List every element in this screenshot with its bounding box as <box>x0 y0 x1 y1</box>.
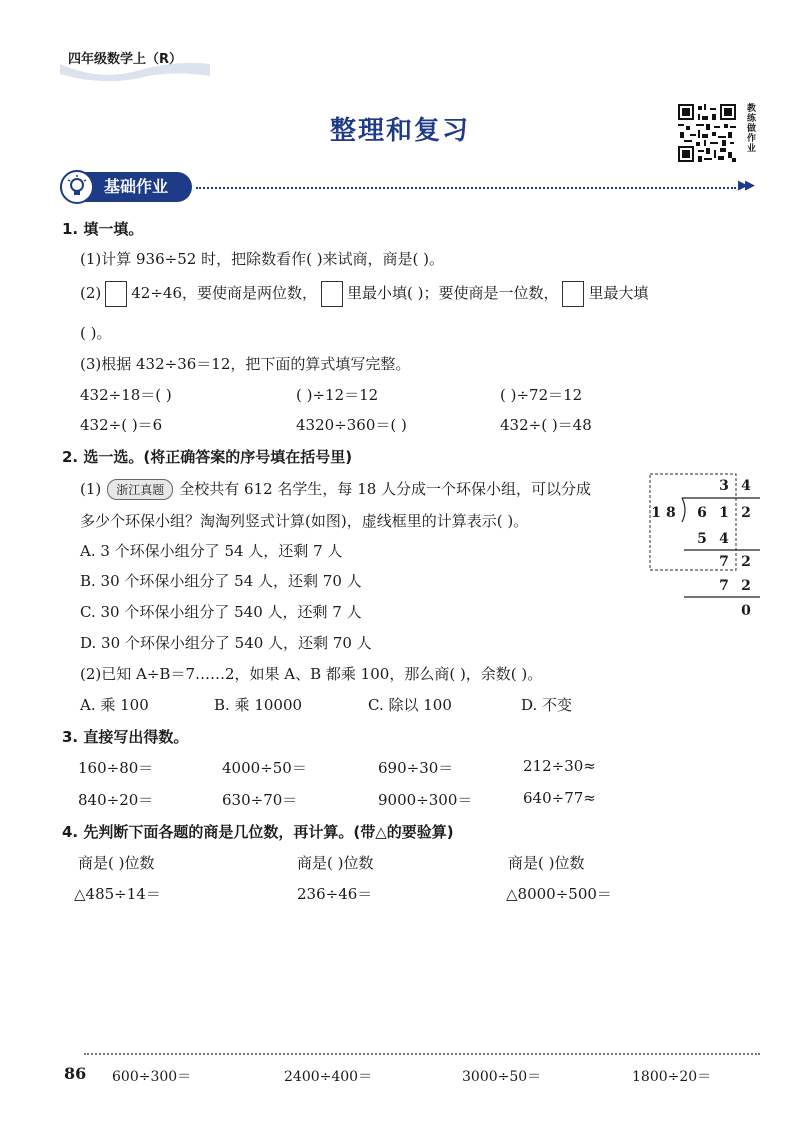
answer-box[interactable] <box>562 281 584 307</box>
q2-part2: (2)已知 A÷B＝7……2，如果 A、B 都乘 100，那么商( )，余数( )。 <box>80 665 543 683</box>
q2-option: A. 3 个环保小组分了 54 人，还剩 7 人 <box>80 542 343 560</box>
page-title: 整理和复习 <box>329 116 470 146</box>
q2-part2-option: A. 乘 100 <box>80 696 149 714</box>
q1-part3-item: 432÷( )＝6 <box>80 416 163 434</box>
q2-option: D. 30 个环保小组分了 540 人，还剩 70 人 <box>80 634 372 652</box>
q4-digit-count: 商是( )位数 <box>78 854 155 872</box>
dividend-digit: 1 <box>719 505 729 521</box>
q2-part1-label: (1) <box>80 480 102 498</box>
q3-title: 3. 直接写出得数。 <box>62 728 189 746</box>
footer-exercise: 2400÷400＝ <box>284 1069 373 1085</box>
answer-box[interactable] <box>105 281 127 307</box>
q1-part3-item: 432÷( )＝48 <box>500 416 592 434</box>
q1-part2-text-b: 里最小填( )；要使商是一位数， <box>347 284 559 302</box>
q3-item: 690÷30＝ <box>378 759 454 777</box>
step-digit: 2 <box>741 578 751 594</box>
dividend-digit: 6 <box>697 505 707 521</box>
q2-part1-line2: 多少个环保小组？淘淘列竖式计算(如图)，虚线框里的计算表示( )。 <box>80 512 529 530</box>
q1-part3-item: 4320÷360＝( ) <box>296 416 407 434</box>
q1-part2-text-a: 42÷46，要使商是两位数， <box>131 284 317 302</box>
q3-item: 212÷30≈ <box>523 757 596 775</box>
q3-item: 9000÷300＝ <box>378 791 473 809</box>
q2-title: 2. 选一选。(将正确答案的序号填在括号里) <box>62 448 353 466</box>
q2-option: C. 30 个环保小组分了 540 人，还剩 7 人 <box>80 603 362 621</box>
q2-part2-option: B. 乘 10000 <box>214 696 303 714</box>
remainder: 0 <box>741 603 751 619</box>
footer-exercise: 3000÷50＝ <box>462 1069 542 1085</box>
lightbulb-glyph <box>62 172 92 202</box>
section-banner: 基础作业 <box>60 172 192 202</box>
q1-part2 <box>80 281 649 307</box>
step-digit: 2 <box>741 554 751 570</box>
step-digit: 5 <box>697 531 707 547</box>
q4-digit-count: 商是( )位数 <box>297 854 374 872</box>
qr-caption: 教练做作业 <box>745 103 755 153</box>
q4-expression: △8000÷500＝ <box>506 885 612 903</box>
step-digit: 7 <box>719 554 729 570</box>
q1-part3-item: 432÷18＝( ) <box>80 386 172 404</box>
step-digit: 7 <box>719 578 729 594</box>
footer-divider <box>84 1053 760 1055</box>
q1-part3-item: ( )÷12＝12 <box>296 386 379 404</box>
q1-part2-text-c: 里最大填 <box>588 284 649 302</box>
q2-part1-line1 <box>80 478 591 500</box>
divisor: 18 <box>651 505 681 521</box>
answer-box[interactable] <box>321 281 343 307</box>
q4-digit-count: 商是( )位数 <box>508 854 585 872</box>
q3-item: 160÷80＝ <box>78 759 154 777</box>
quotient-digit: 4 <box>741 478 751 494</box>
page-number: 86 <box>64 1064 87 1083</box>
q1-title: 1. 填一填。 <box>62 220 144 238</box>
q3-item: 640÷77≈ <box>523 789 596 807</box>
q3-item: 840÷20＝ <box>78 791 154 809</box>
q4-expression: △485÷14＝ <box>74 885 161 903</box>
section-divider-line <box>196 187 736 189</box>
grade-label: 四年级数学上（R） <box>68 52 183 67</box>
q2-part2-option: D. 不变 <box>521 696 573 714</box>
step-digit: 4 <box>719 531 729 547</box>
division-bracket-curve <box>682 498 685 522</box>
q1-part3-item: ( )÷72＝12 <box>500 386 583 404</box>
q2-part1-text: 全校共有 612 名学生，每 18 人分成一个环保小组，可以分成 <box>179 480 592 498</box>
qr-code-icon[interactable] <box>678 104 736 162</box>
q3-item: 4000÷50＝ <box>222 759 307 777</box>
q3-item: 630÷70＝ <box>222 791 298 809</box>
double-arrow-icon: ▶▶ <box>738 178 752 193</box>
long-division-figure <box>644 472 764 622</box>
q4-expression: 236÷46＝ <box>297 885 373 903</box>
dividend-digit: 2 <box>741 505 751 521</box>
source-tag: 浙江真题 <box>107 479 173 500</box>
footer-exercise: 600÷300＝ <box>112 1069 192 1085</box>
q2-option: B. 30 个环保小组分了 54 人，还剩 70 人 <box>80 572 362 590</box>
footer-exercise: 1800÷20＝ <box>632 1069 712 1085</box>
q1-part1: (1)计算 936÷52 时，把除数看作( )来试商，商是( )。 <box>80 250 445 268</box>
q1-part3: (3)根据 432÷36＝12，把下面的算式填写完整。 <box>80 355 411 373</box>
q2-part2-option: C. 除以 100 <box>368 696 452 714</box>
quotient-digit: 3 <box>719 478 729 494</box>
q1-part2-continued: ( )。 <box>80 324 112 342</box>
q4-title: 4. 先判断下面各题的商是几位数，再计算。(带△的要验算) <box>62 823 454 841</box>
q1-part2-label: (2) <box>80 284 102 302</box>
lightbulb-icon <box>60 170 94 204</box>
